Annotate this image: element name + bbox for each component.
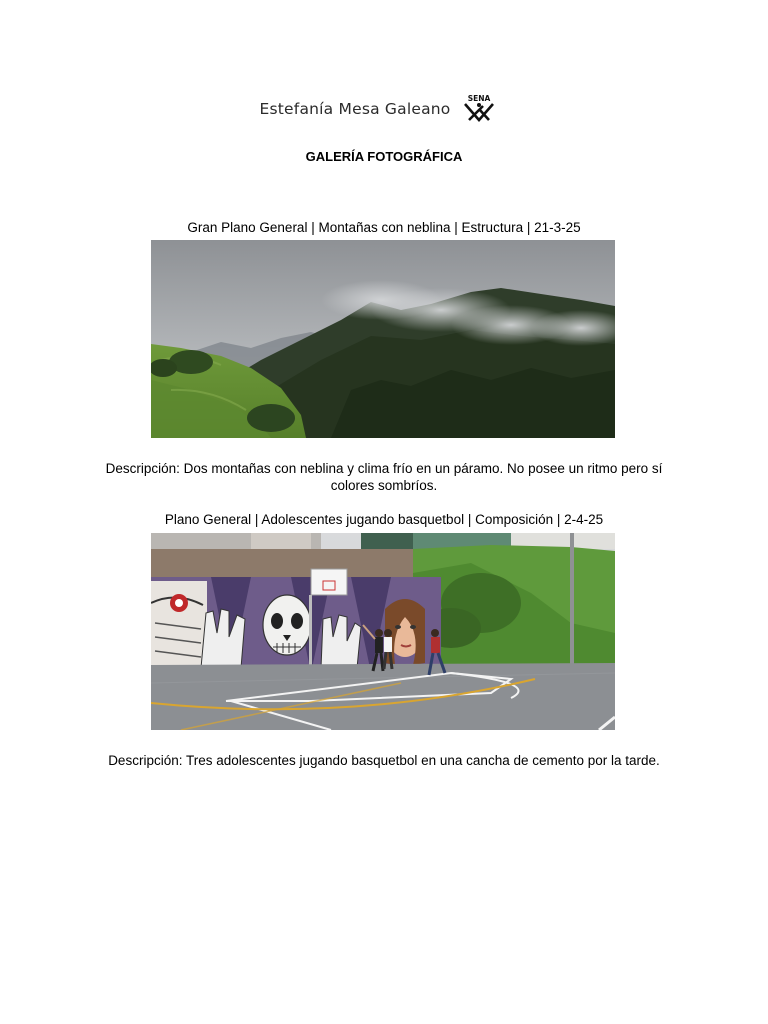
basketball-photo <box>151 533 615 730</box>
author-name: Estefanía Mesa Galeano <box>259 100 451 118</box>
photo-description: Descripción: Dos montañas con neblina y clima frío en un páramo. No posee un ritmo pero sí colores sombríos. <box>105 461 663 493</box>
photo-caption: Plano General | Adolescentes jugando basquetbol | Composición | 2-4-25 <box>164 512 604 527</box>
sena-logo-icon <box>460 93 498 125</box>
photo-caption: Gran Plano General | Montañas con neblina | Estructura | 21-3-25 <box>187 220 581 235</box>
page-title: GALERÍA FOTOGRÁFICA <box>305 149 463 164</box>
logo-text: SENA <box>468 94 491 103</box>
mountains-photo <box>151 240 615 438</box>
page-header <box>0 92 768 126</box>
photo-description: Descripción: Tres adolescentes jugando basquetbol en una cancha de cemento por la tarde. <box>108 753 660 768</box>
